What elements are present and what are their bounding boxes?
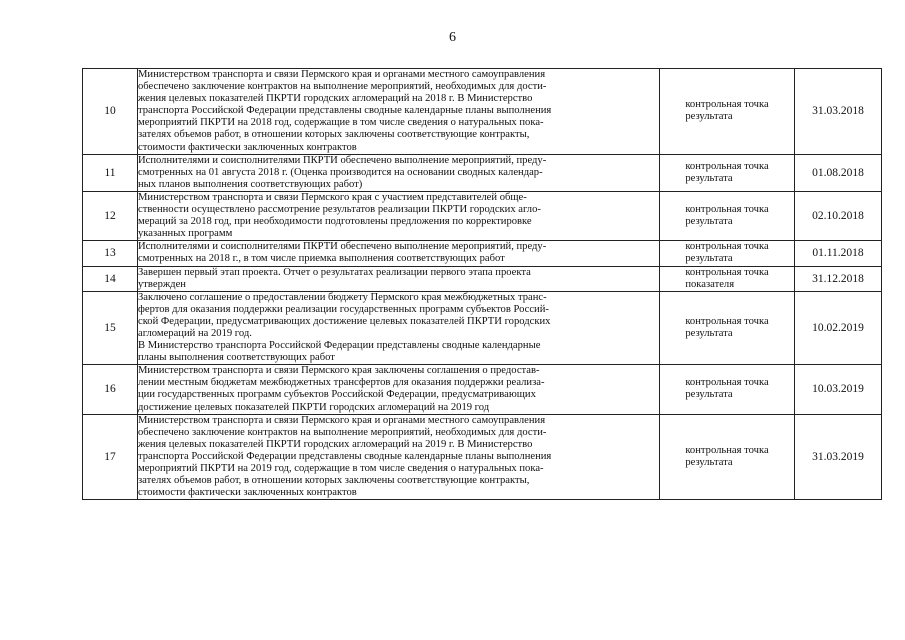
row-date: 02.10.2018 bbox=[795, 191, 882, 240]
row-description bbox=[138, 414, 660, 500]
description-line: достижение целевых показателей ПКРТИ городских агломераций на 2019 год bbox=[138, 401, 490, 413]
point-type-line: результата bbox=[685, 389, 733, 401]
row-point-type bbox=[660, 69, 795, 155]
row-date: 10.03.2019 bbox=[795, 365, 882, 414]
description-line: транспорта Российской Федерации представлены сводные календарные планы выполнения bbox=[138, 105, 552, 117]
row-description bbox=[138, 241, 660, 266]
point-type-line: результата bbox=[685, 253, 733, 265]
point-type-text bbox=[685, 204, 768, 228]
table-row bbox=[83, 191, 882, 240]
row-date: 31.12.2018 bbox=[795, 266, 882, 291]
row-point-type bbox=[660, 191, 795, 240]
control-points-table-body bbox=[83, 69, 882, 500]
row-description bbox=[138, 154, 660, 191]
point-type-line: результата bbox=[685, 216, 733, 228]
point-type-text bbox=[685, 445, 768, 469]
row-date: 31.03.2018 bbox=[795, 69, 882, 155]
row-description bbox=[138, 266, 660, 291]
point-type-line: результата bbox=[685, 172, 733, 184]
description-line: мероприятий ПКРТИ на 2019 год, содержащие в том числе сведения о натуральных пока- bbox=[138, 463, 544, 474]
description-line: Министерством транспорта и связи Пермского края с участием представителей обще- bbox=[138, 191, 527, 203]
point-type-line: контрольная точка bbox=[685, 377, 769, 389]
row-description bbox=[138, 191, 660, 240]
table-row bbox=[83, 69, 882, 155]
table-row bbox=[83, 266, 882, 291]
description-line: Завершен первый этап проекта. Отчет о результатах реализации первого этапа проекта bbox=[138, 266, 531, 278]
row-date: 10.02.2019 bbox=[795, 291, 882, 365]
row-point-type bbox=[660, 414, 795, 500]
description-line: В Министерство транспорта Российской Федерации представлены сводные календарные bbox=[138, 340, 541, 352]
point-type-line: контрольная точка bbox=[685, 444, 769, 456]
row-description bbox=[138, 69, 660, 155]
point-type-line: контрольная точка bbox=[685, 315, 769, 327]
point-type-line: показателя bbox=[685, 278, 735, 290]
page-number: 6 bbox=[449, 30, 456, 45]
row-number: 16 bbox=[83, 365, 138, 414]
description-line: указанных программ bbox=[138, 228, 233, 240]
description-line: смотренных на 01 августа 2018 г. (Оценка производится на основании сводных календар- bbox=[138, 166, 543, 178]
table-row bbox=[83, 414, 882, 500]
row-date: 01.08.2018 bbox=[795, 154, 882, 191]
description-line: транспорта Российской Федерации представлены сводные календарные планы выполнения bbox=[138, 450, 552, 462]
row-number: 14 bbox=[83, 266, 138, 291]
point-type-line: контрольная точка bbox=[685, 241, 769, 253]
point-type-line: результата bbox=[685, 111, 733, 123]
point-type-line: контрольная точка bbox=[685, 204, 769, 216]
table-row bbox=[83, 365, 882, 414]
control-points-table bbox=[82, 68, 882, 500]
description-line: стоимости фактически заключенных контрактов bbox=[138, 487, 357, 499]
point-type-line: контрольная точка bbox=[685, 160, 769, 172]
description-line: мераций за 2018 год, при необходимости подготовлены предложения по корректировке bbox=[138, 216, 532, 228]
description-line: смотренных на 2018 г., в том числе приемка выполнения соответствующих работ bbox=[138, 253, 505, 265]
description-line: обеспечено заключение контрактов на выполнение мероприятий, необходимых для дости- bbox=[138, 81, 547, 93]
row-number: 17 bbox=[83, 414, 138, 500]
point-type-text bbox=[685, 99, 768, 123]
description-line: жения целевых показателей ПКРТИ городских агломераций на 2019 г. В Министерство bbox=[138, 438, 533, 450]
row-point-type bbox=[660, 241, 795, 266]
row-date: 31.03.2019 bbox=[795, 414, 882, 500]
description-line: жения целевых показателей ПКРТИ городских агломераций на 2018 г. В Министерство bbox=[138, 93, 533, 105]
description-line: Исполнителями и соисполнителями ПКРТИ обеспечено выполнение мероприятий, преду- bbox=[138, 241, 547, 253]
description-line: мероприятий ПКРТИ на 2018 год, содержащие в том числе сведения о натуральных пока- bbox=[138, 117, 544, 129]
description-line: лении местным бюджетам межбюджетных трансфертов для оказания поддержки реализа- bbox=[138, 377, 545, 389]
row-point-type bbox=[660, 291, 795, 365]
description-line: Министерством транспорта и связи Пермского края и органами местного самоуправления bbox=[138, 414, 546, 426]
description-line: планы выполнения соответствующих работ bbox=[138, 352, 335, 364]
row-point-type bbox=[660, 154, 795, 191]
point-type-line: результата bbox=[685, 327, 733, 339]
row-number: 15 bbox=[83, 291, 138, 365]
row-point-type bbox=[660, 365, 795, 414]
table-row bbox=[83, 154, 882, 191]
description-line: обеспечено заключение контрактов на выполнение мероприятий, необходимых для дости- bbox=[138, 426, 547, 438]
point-type-line: контрольная точка bbox=[685, 266, 769, 278]
description-line: ных планов выполнения соответствующих работ) bbox=[138, 178, 363, 190]
description-line: ской Федерации, предусматривающих достижение целевых показателей ПКРТИ городских bbox=[138, 315, 551, 327]
point-type-text bbox=[685, 377, 768, 401]
description-line: ственности осуществлено рассмотрение результатов реализации ПКРТИ городских агло- bbox=[138, 204, 541, 216]
row-number: 13 bbox=[83, 241, 138, 266]
row-number: 11 bbox=[83, 154, 138, 191]
description-line: Министерством транспорта и связи Пермского края и органами местного самоуправления bbox=[138, 69, 546, 80]
point-type-line: контрольная точка bbox=[685, 99, 769, 111]
table-row bbox=[83, 291, 882, 365]
table-row bbox=[83, 241, 882, 266]
description-line: ции государственных программ субъектов Российской Федерации, предусматривающих bbox=[138, 389, 536, 401]
description-line: Заключено соглашение о предоставлении бюджету Пермского края межбюджетных транс- bbox=[138, 291, 547, 303]
description-line: зателях объемов работ, в отношении которых заключены соответствующие контракты, bbox=[138, 475, 530, 487]
row-number: 10 bbox=[83, 69, 138, 155]
row-description bbox=[138, 291, 660, 365]
point-type-text bbox=[685, 267, 768, 291]
row-date: 01.11.2018 bbox=[795, 241, 882, 266]
row-number: 12 bbox=[83, 191, 138, 240]
description-line: Министерством транспорта и связи Пермского края заключены соглашения о предостав- bbox=[138, 365, 540, 377]
description-line: агломераций на 2019 год. bbox=[138, 327, 252, 339]
description-line: фертов для оказания поддержки реализации государственных программ субъектов Россий- bbox=[138, 303, 549, 315]
row-point-type bbox=[660, 266, 795, 291]
point-type-text bbox=[685, 241, 768, 265]
description-line: стоимости фактически заключенных контрактов bbox=[138, 141, 357, 153]
point-type-text bbox=[685, 161, 768, 185]
point-type-line: результата bbox=[685, 456, 733, 468]
point-type-text bbox=[685, 316, 768, 340]
description-line: Исполнителями и соисполнителями ПКРТИ обеспечено выполнение мероприятий, преду- bbox=[138, 154, 547, 166]
description-line: зателях объемов работ, в отношении которых заключены соответствующие контракты, bbox=[138, 129, 530, 141]
description-line: утвержден bbox=[138, 278, 186, 290]
row-description bbox=[138, 365, 660, 414]
